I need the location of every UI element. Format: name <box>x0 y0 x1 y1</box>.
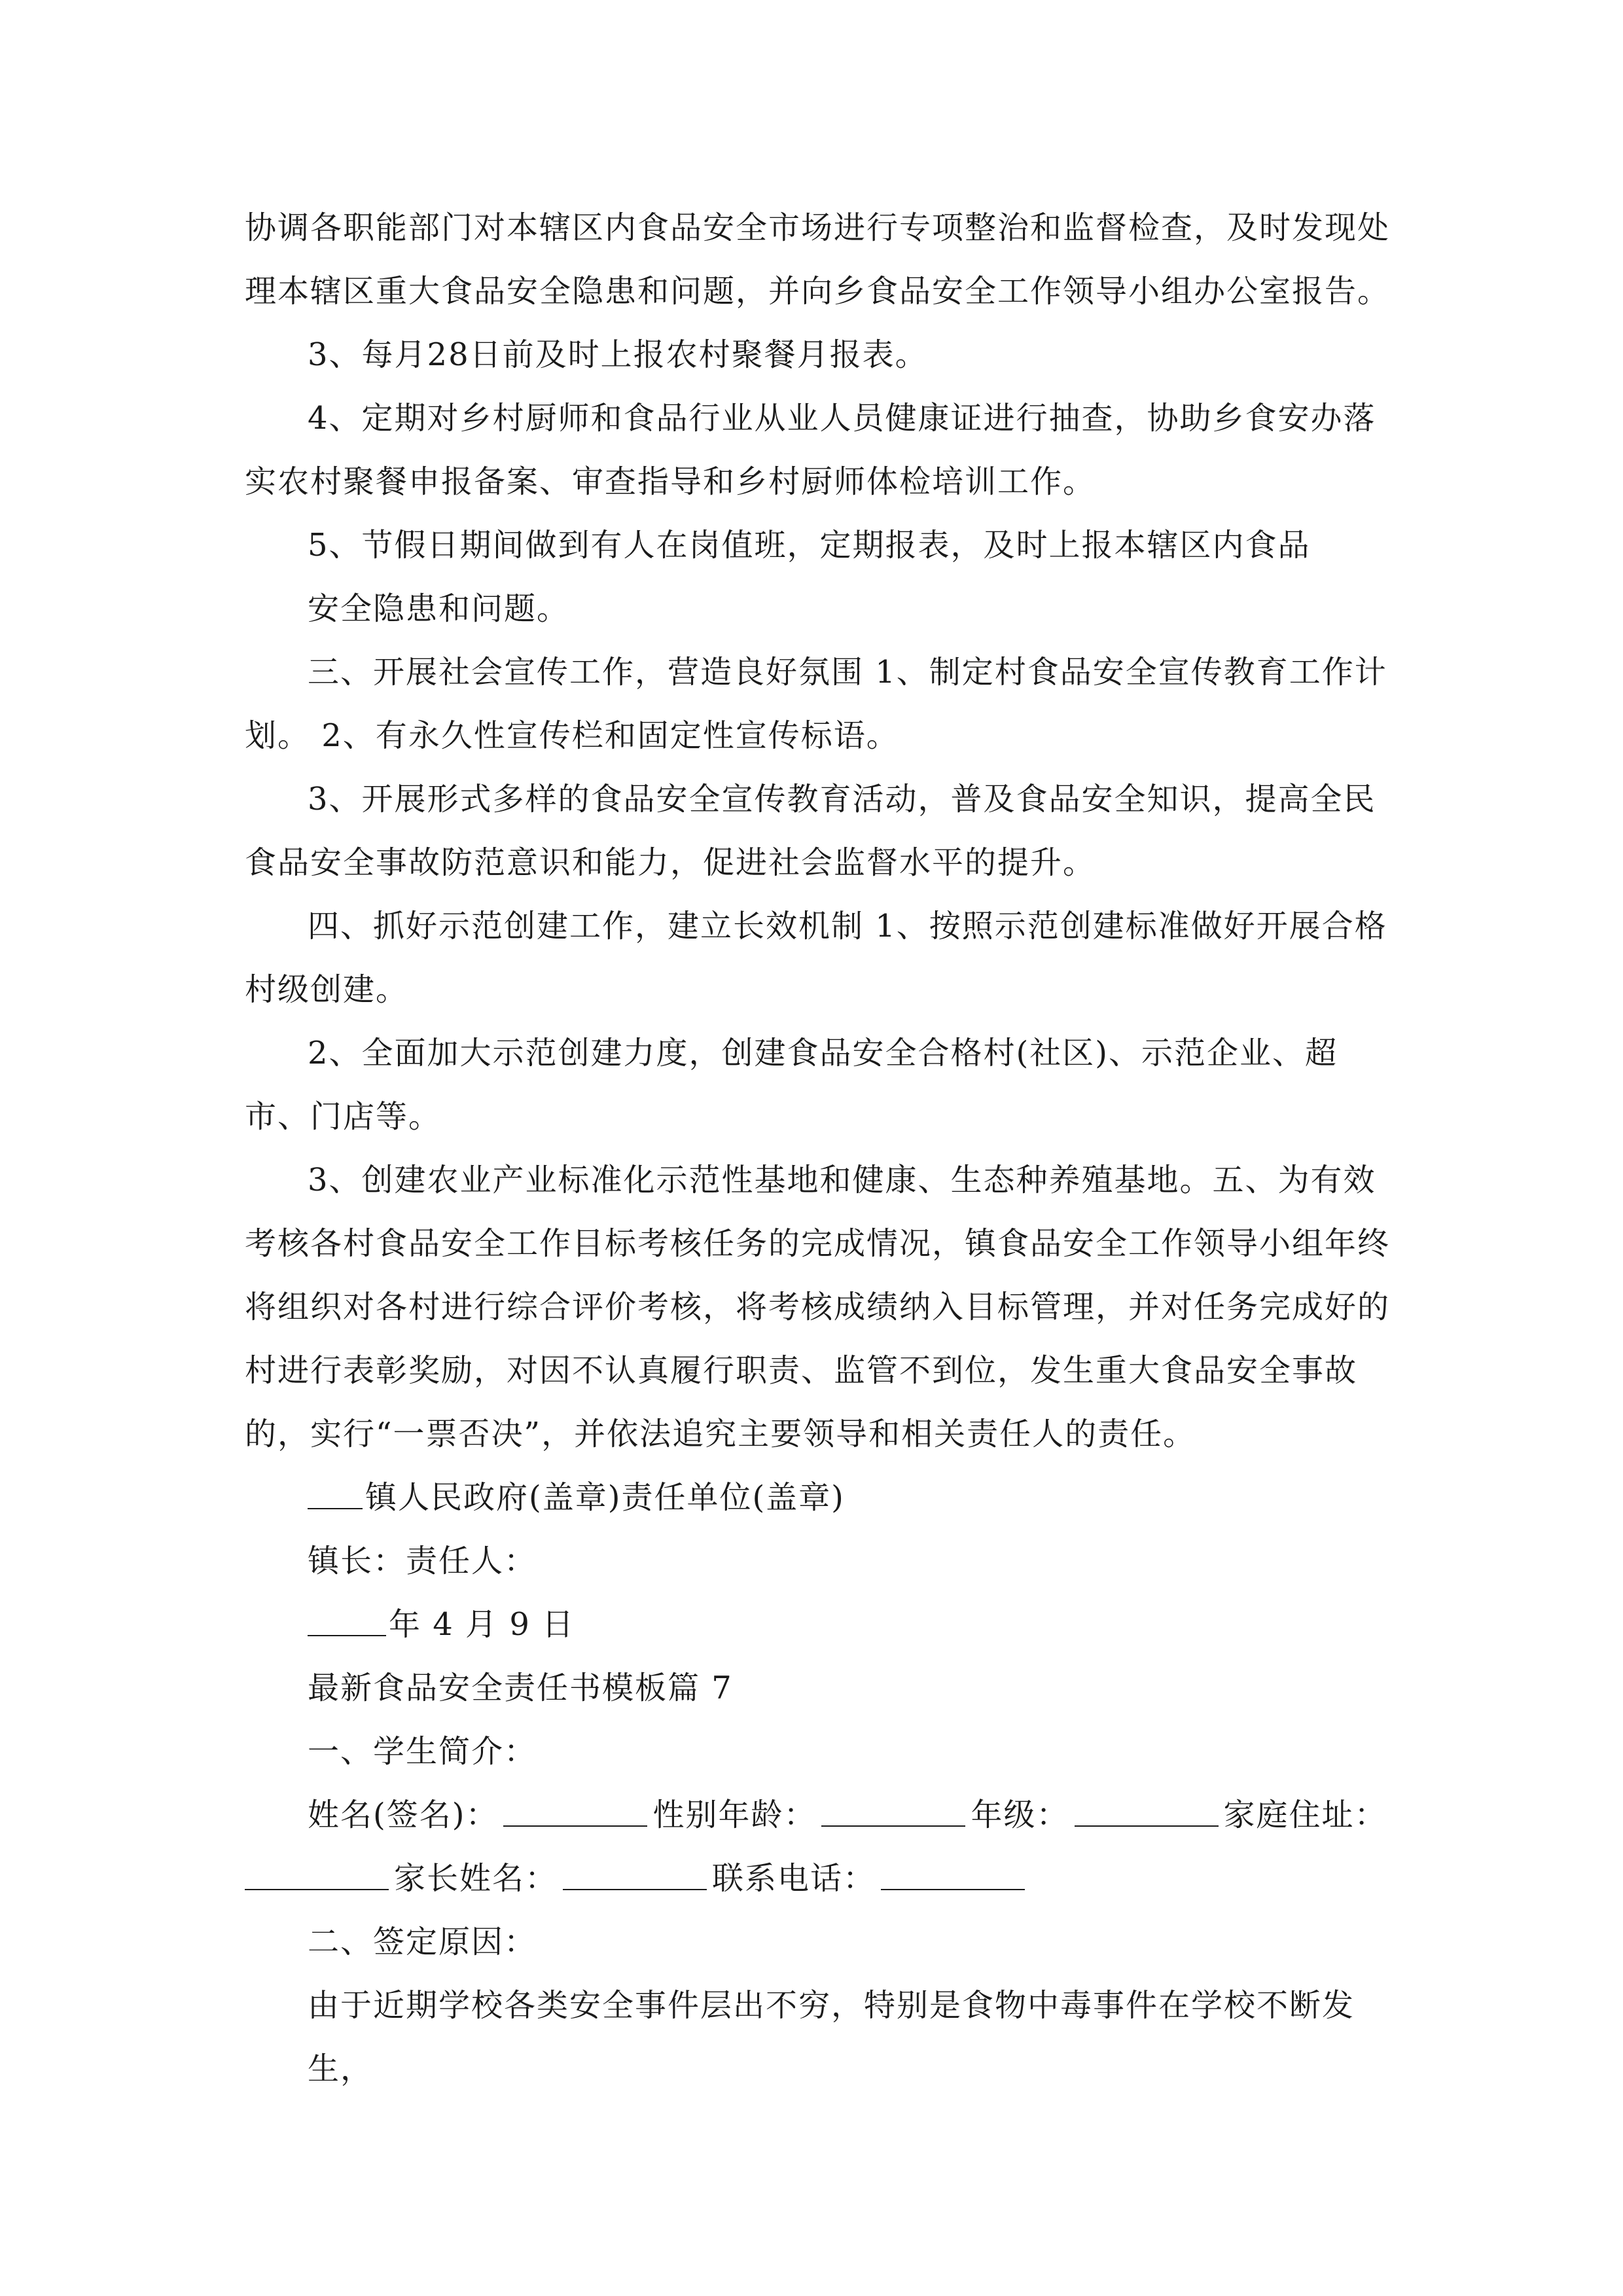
section-title: 最新食品安全责任书模板篇 7 <box>308 1670 733 1706</box>
gender-age-label: 性别年龄： <box>652 1797 817 1833</box>
name-label: 姓名(签名)： <box>308 1797 499 1833</box>
parent-field[interactable] <box>563 1863 707 1890</box>
section-heading-1: 一、学生简介： <box>308 1733 537 1770</box>
phone-field[interactable] <box>881 1863 1025 1890</box>
paragraph-item-5: 5、节假日期间做到有人在岗值班，定期报表，及时上报本辖区内食品 <box>308 527 1311 564</box>
signoff-date <box>245 1593 1397 1657</box>
name-field[interactable] <box>503 1799 647 1827</box>
paragraph-item-5-cont: 安全隐患和问题。 <box>308 590 570 627</box>
paragraph-item-4: 4、定期对乡村厨师和食品行业从业人员健康证进行抽查，协助乡食安办落实农村聚餐申报备案、审查指导和乡村厨师体检培训工作。 <box>245 400 1376 500</box>
paragraph-section-4: 四、抓好示范创建工作，建立长效机制 1、按照示范创建标准做好开展合格村级创建。 <box>245 908 1387 1008</box>
signoff-unit <box>245 1466 1397 1530</box>
signoff-date-text: 年 4 月 9 日 <box>389 1606 575 1643</box>
blank-line <box>308 1609 386 1636</box>
phone-label: 联系电话： <box>712 1860 876 1897</box>
gender-age-field[interactable] <box>821 1799 965 1827</box>
document-body <box>245 196 1397 2101</box>
paragraph-item-3: 3、每月28日前及时上报农村聚餐月报表。 <box>308 336 928 373</box>
grade-field[interactable] <box>1075 1799 1219 1827</box>
form-line-2 <box>245 1847 1397 1910</box>
blank-line <box>308 1482 363 1509</box>
grade-label: 年级： <box>971 1797 1069 1833</box>
address-label: 家庭住址： <box>1223 1797 1387 1833</box>
reason-text: 由于近期学校各类安全事件层出不穷，特别是食物中毒事件在学校不断发生， <box>308 1987 1355 2087</box>
signoff-unit-text: 镇人民政府(盖章)责任单位(盖章) <box>365 1479 845 1516</box>
paragraph-section-4-item-3: 3、创建农业产业标准化示范性基地和健康、生态种养殖基地。五、为有效考核各村食品安全工作目标考核任务的完成情况，镇食品安全工作领导小组年终将组织对各村进行综合评价考核，将考核成绩纳入目标管理，并对任务完成好的村进行表彰奖励，对因不认真履行职责、监管不到位，发生重大食品安全事故的，实行“一票否决”，并依法追究主要领导和相关责任人的责任。 <box>245 1162 1391 1452</box>
parent-label: 家长姓名： <box>394 1860 558 1897</box>
paragraph-section-4-item-2: 2、全面加大示范创建力度，创建食品安全合格村(社区)、示范企业、超市、门店等。 <box>245 1035 1338 1135</box>
paragraph-section-3: 三、开展社会宣传工作，营造良好氛围 1、制定村食品安全宣传教育工作计划。 2、有永久性宣传栏和固定性宣传标语。 <box>245 654 1387 754</box>
address-field[interactable] <box>245 1863 389 1890</box>
paragraph-section-3-item-3: 3、开展形式多样的食品安全宣传教育活动，普及食品安全知识，提高全民食品安全事故防范意识和能力，促进社会监督水平的提升。 <box>245 781 1376 881</box>
section-heading-2: 二、签定原因： <box>308 1924 537 1960</box>
paragraph-continuation: 协调各职能部门对本辖区内食品安全市场进行专项整治和监督检查，及时发现处理本辖区重大食品安全隐患和问题，并向乡食品安全工作领导小组办公室报告。 <box>245 209 1391 310</box>
signoff-leader: 镇长：责任人： <box>308 1543 537 1579</box>
form-line-1 <box>245 1784 1397 1847</box>
